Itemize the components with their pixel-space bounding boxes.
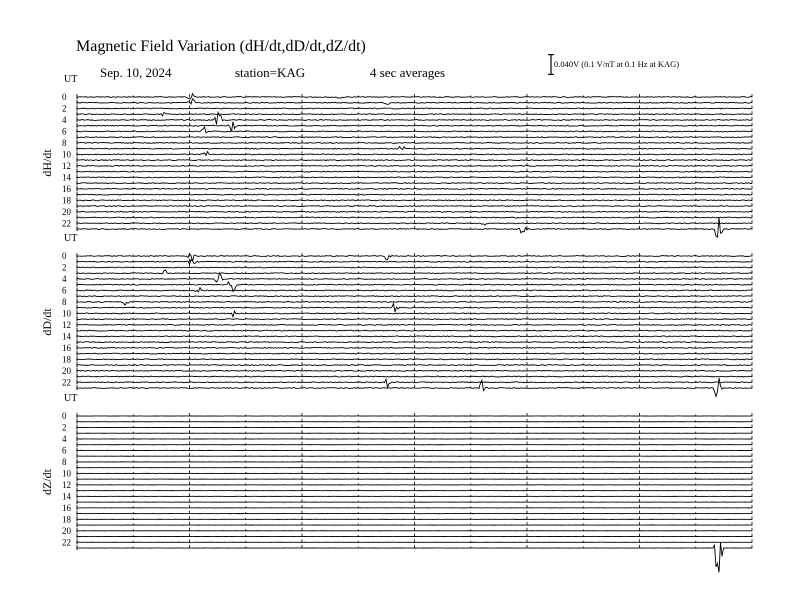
hour-label: 16: [62, 342, 71, 353]
hour-label: 22: [62, 537, 71, 548]
hour-label: 12: [62, 160, 71, 171]
hour-label: 20: [62, 525, 71, 536]
component-label: dH/dt: [40, 149, 54, 177]
ut-label: UT: [64, 233, 78, 244]
hour-label: 4: [62, 433, 67, 444]
hour-label: 14: [62, 172, 71, 183]
ut-label: UT: [64, 74, 78, 85]
hour-label: 8: [62, 456, 67, 467]
hour-label: 2: [62, 422, 67, 433]
hour-label: 22: [62, 377, 71, 388]
component-label: dZ/dt: [40, 469, 54, 495]
scale-label: 0.040V (0.1 V/nT at 0.1 Hz at KAG): [554, 59, 680, 69]
hour-label: 0: [62, 251, 67, 261]
hour-label: 12: [62, 319, 71, 330]
hour-label: 6: [62, 285, 67, 296]
hour-label: 2: [62, 262, 67, 273]
hour-label: 14: [62, 491, 71, 502]
date-label: Sep. 10, 2024: [100, 65, 172, 80]
station-label: station=KAG: [235, 65, 306, 80]
hour-label: 20: [62, 206, 71, 217]
hour-label: 2: [62, 103, 67, 114]
hour-label: 4: [62, 273, 67, 284]
hour-label: 18: [62, 195, 71, 206]
hour-label: 6: [62, 126, 67, 137]
hour-label: 10: [62, 149, 71, 160]
hour-label: 8: [62, 296, 67, 307]
ut-label: UT: [64, 393, 78, 404]
chart-title: Magnetic Field Variation (dH/dt,dD/dt,dZ/dt): [76, 38, 366, 55]
hour-label: 18: [62, 354, 71, 365]
hour-label: 10: [62, 468, 71, 479]
hour-label: 0: [62, 411, 67, 421]
hour-label: 10: [62, 308, 71, 319]
hour-label: 22: [62, 218, 71, 229]
hour-label: 0: [62, 92, 67, 102]
hour-label: 20: [62, 365, 71, 376]
hour-label: 16: [62, 502, 71, 513]
hour-label: 16: [62, 183, 71, 194]
hour-label: 8: [62, 137, 67, 148]
hour-label: 14: [62, 331, 71, 342]
averaging-label: 4 sec averages: [370, 65, 446, 80]
hour-label: 6: [62, 445, 67, 456]
hour-label: 18: [62, 514, 71, 525]
hour-label: 4: [62, 114, 67, 125]
component-label: dD/dt: [40, 308, 54, 336]
hour-label: 12: [62, 479, 71, 490]
